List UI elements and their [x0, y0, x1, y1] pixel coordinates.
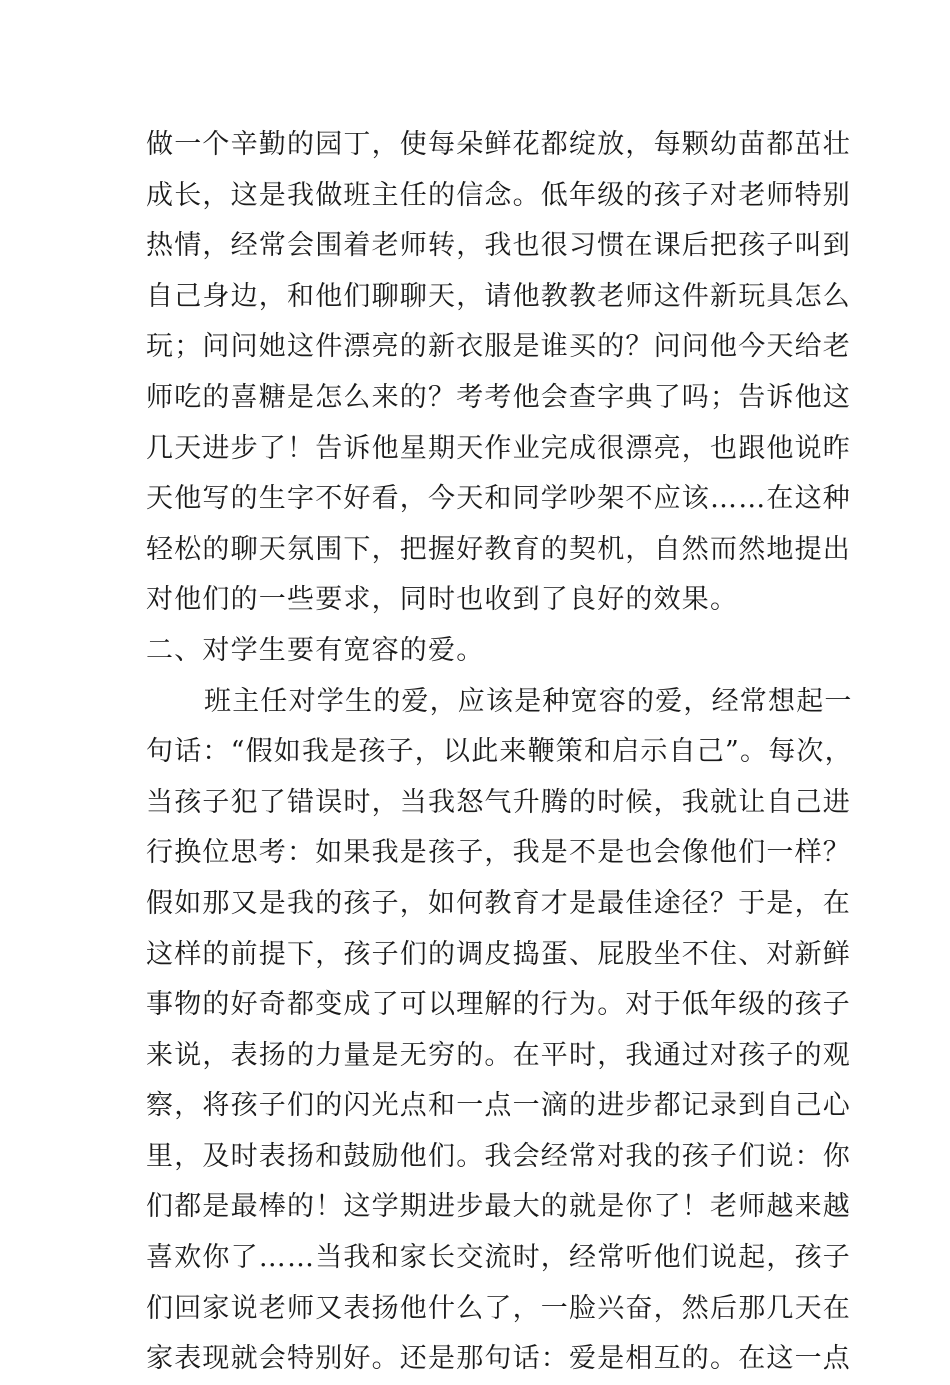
paragraph-line: 轻松的聊天氛围下，把握好教育的契机，自然而然地提出: [146, 533, 851, 565]
paragraph-line: 班主任对学生的爱，应该是种宽容的爱，经常想起一: [204, 685, 853, 717]
paragraph-line: 几天进步了！告诉他星期天作业完成很漂亮，也跟他说昨: [146, 432, 851, 464]
paragraph-line: 行换位思考：如果我是孩子，我是不是也会像他们一样？: [146, 837, 851, 869]
paragraph-line: 里，及时表扬和鼓励他们。我会经常对我的孩子们说：你: [146, 1140, 851, 1172]
paragraph-line: 来说，表扬的力量是无穷的。在平时，我通过对孩子的观: [146, 1039, 851, 1071]
body-text: [146, 120, 853, 1385]
paragraph-line: 当孩子犯了错误时，当我怒气升腾的时候，我就让自己进: [146, 786, 851, 818]
paragraph-line: 师吃的喜糖是怎么来的？考考他会查字典了吗；告诉他这: [146, 381, 851, 413]
paragraph-line: 玩；问问她这件漂亮的新衣服是谁买的？问问他今天给老: [146, 331, 851, 363]
paragraph-line: 天他写的生字不好看，今天和同学吵架不应该……在这种: [146, 483, 851, 515]
paragraph-line: 们回家说老师又表扬他什么了，一脸兴奋，然后那几天在: [146, 1292, 851, 1324]
paragraph-line: 热情，经常会围着老师转，我也很习惯在课后把孩子叫到: [146, 230, 851, 262]
paragraph-line: 家表现就会特别好。还是那句话：爱是相互的。在这一点: [146, 1343, 851, 1375]
paragraph-line: 这样的前提下，孩子们的调皮捣蛋、屁股坐不住、对新鲜: [146, 938, 851, 970]
paragraph-line: 句话：“假如我是孩子，以此来鞭策和启示自己”。每次，: [146, 736, 853, 768]
paragraph-line: 做一个辛勤的园丁，使每朵鲜花都绽放，每颗幼苗都茁壮: [146, 129, 851, 160]
section-heading: 二、对学生要有宽容的爱。: [146, 634, 485, 666]
paragraph-line: 察，将孩子们的闪光点和一点一滴的进步都记录到自己心: [146, 1090, 851, 1122]
paragraph-line: 喜欢你了……当我和家长交流时，经常听他们说起，孩子: [146, 1242, 851, 1274]
paragraph-line: 们都是最棒的！这学期进步最大的就是你了！老师越来越: [146, 1191, 851, 1223]
paragraph-line: 事物的好奇都变成了可以理解的行为。对于低年级的孩子: [146, 989, 851, 1021]
paragraph-line: 成长，这是我做班主任的信念。低年级的孩子对老师特别: [146, 179, 851, 211]
paragraph-line: 假如那又是我的孩子，如何教育才是最佳途径？于是，在: [146, 887, 851, 919]
paragraph-line: 对他们的一些要求，同时也收到了良好的效果。: [146, 584, 739, 616]
paragraph-line: 自己身边，和他们聊聊天，请他教教老师这件新玩具怎么: [146, 280, 851, 312]
